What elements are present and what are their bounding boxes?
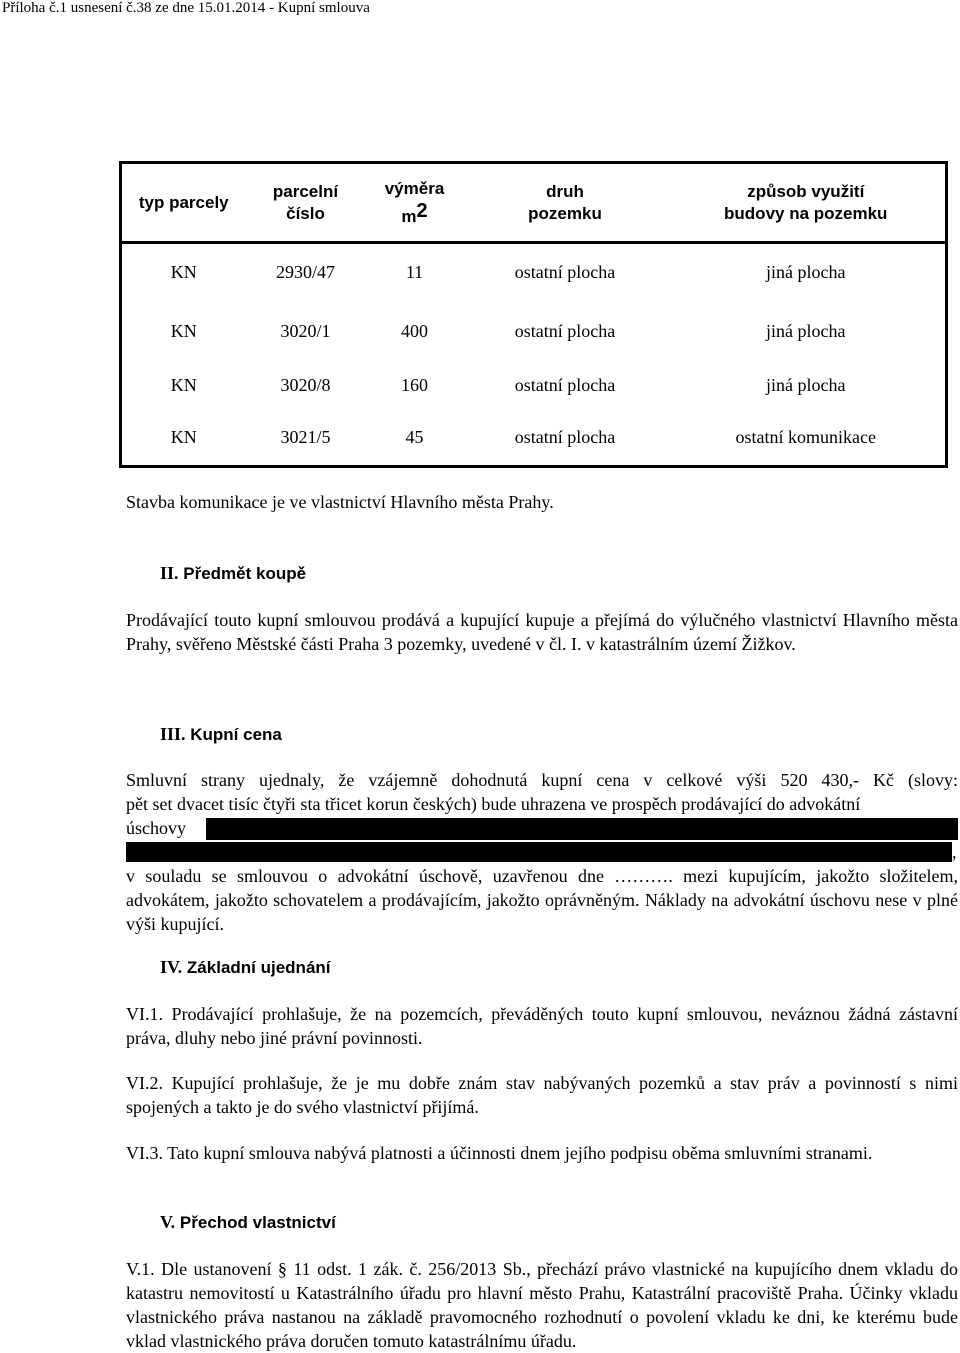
- cell-number: 3020/8: [280, 374, 331, 395]
- parcel-table: [119, 161, 948, 468]
- section-heading-3: III. Kupní cena: [160, 724, 282, 744]
- cell-area: 45: [405, 426, 424, 447]
- cell-type: KN: [170, 374, 197, 395]
- ownership-note: Stavba komunikace je ve vlastnictví Hlavního města Prahy.: [126, 492, 554, 512]
- table-row: [121, 361, 947, 409]
- redaction-block: [126, 842, 952, 862]
- cell-kind: ostatní plocha: [514, 262, 616, 282]
- section-3-line-1: Smluvní strany ujednaly, že vzájemně dohodnutá kupní cena v celkové výši 520 430,- Kč (slovy:: [126, 770, 958, 790]
- header-land-kind: druh pozemku: [464, 163, 667, 243]
- cell-type: KN: [170, 320, 197, 341]
- header-parcel-type: typ parcely: [121, 163, 246, 243]
- document-header: Příloha č.1 usnesení č.38 ze dne 15.01.2014 - Kupní smlouva: [2, 0, 370, 16]
- cell-use: jiná plocha: [766, 262, 846, 282]
- clause-vi-2: VI.2. Kupující prohlašuje, že je mu dobře znám stav nabývaných pozemků a stav práv a povinností s nimi spojených a takto je do svého vlastnictví přijímá.: [126, 1073, 958, 1117]
- clause-v-1: V.1. Dle ustanovení § 11 odst. 1 zák. č. 256/2013 Sb., přechází právo vlastnické na kupujícího dnem vkladu do katastru nemovitostí u Katastrálního úřadu pro hlavní město Prahu, Katastrální pracoviště Praha. Účinky vkladu vlastnického práva nastanou na základě pravomocného rozhodnutí o povolení vkladu ke dni, ke kterému bude vklad vlastnického práva doručen tomuto katastrálnímu úřadu.: [126, 1259, 958, 1351]
- section-3-line-2: pět set dvacet tisíc čtyři sta třicet korun českých) bude uhrazena ve prospěch prodávající do advokátní: [126, 794, 861, 814]
- section-heading-4: IV. Základní ujednání: [160, 957, 331, 977]
- clause-vi-1: VI.1. Prodávající prohlašuje, že na pozemcích, převáděných touto kupní smlouvou, neváznou žádná zástavní práva, dluhy nebo jiné právní povinnosti.: [126, 1004, 958, 1048]
- section-2-text: Prodávající touto kupní smlouvou prodává a kupující kupuje a přejímá do výlučného vlastnictví Hlavního města Prahy, svěřeno Městské části Praha 3 pozemky, uvedené v čl. I. v katastrálním území Žižkov.: [126, 610, 958, 654]
- cell-type: KN: [170, 426, 197, 447]
- cell-type: KN: [170, 262, 197, 282]
- cell-area: 160: [401, 374, 428, 395]
- cell-kind: ostatní plocha: [514, 374, 616, 395]
- cell-area: 400: [401, 320, 428, 341]
- section-heading-2: II. Předmět koupě: [160, 563, 307, 583]
- section-3-comma: ,: [952, 842, 957, 862]
- header-parcel-number: parcelní číslo: [246, 163, 366, 243]
- clause-vi-3: VI.3. Tato kupní smlouva nabývá platnosti a účinnosti dnem jejího podpisu oběma smluvními stranami.: [126, 1143, 873, 1163]
- section-3-line-3: úschovy: [126, 818, 186, 838]
- table-row: [121, 301, 947, 361]
- cell-number: 3021/5: [280, 426, 331, 447]
- header-area: výměra m2: [366, 163, 464, 243]
- cell-use: jiná plocha: [766, 374, 846, 395]
- cell-use: ostatní komunikace: [735, 426, 876, 447]
- cell-number: 2930/47: [275, 262, 335, 282]
- cell-kind: ostatní plocha: [514, 320, 616, 341]
- cell-kind: ostatní plocha: [514, 426, 616, 447]
- header-usage: způsob využití budovy na pozemku: [667, 163, 947, 243]
- redaction-block: [206, 818, 958, 840]
- table-row: [121, 243, 947, 302]
- cell-area: 11: [405, 262, 424, 282]
- section-3-text: v souladu se smlouvou o advokátní úschově, uzavřenou dne ………. mezi kupujícím, jakožto složitelem, advokátem, jakožto schovatelem a prodávajícím, jakožto oprávněným. Náklady na advokátní úschovu nese v plné výši kupující.: [126, 866, 958, 934]
- table-header-row: [121, 163, 947, 243]
- section-heading-5: V. Přechod vlastnictví: [160, 1212, 336, 1232]
- table-row: [121, 409, 947, 467]
- cell-number: 3020/1: [280, 320, 331, 341]
- cell-use: jiná plocha: [766, 320, 846, 341]
